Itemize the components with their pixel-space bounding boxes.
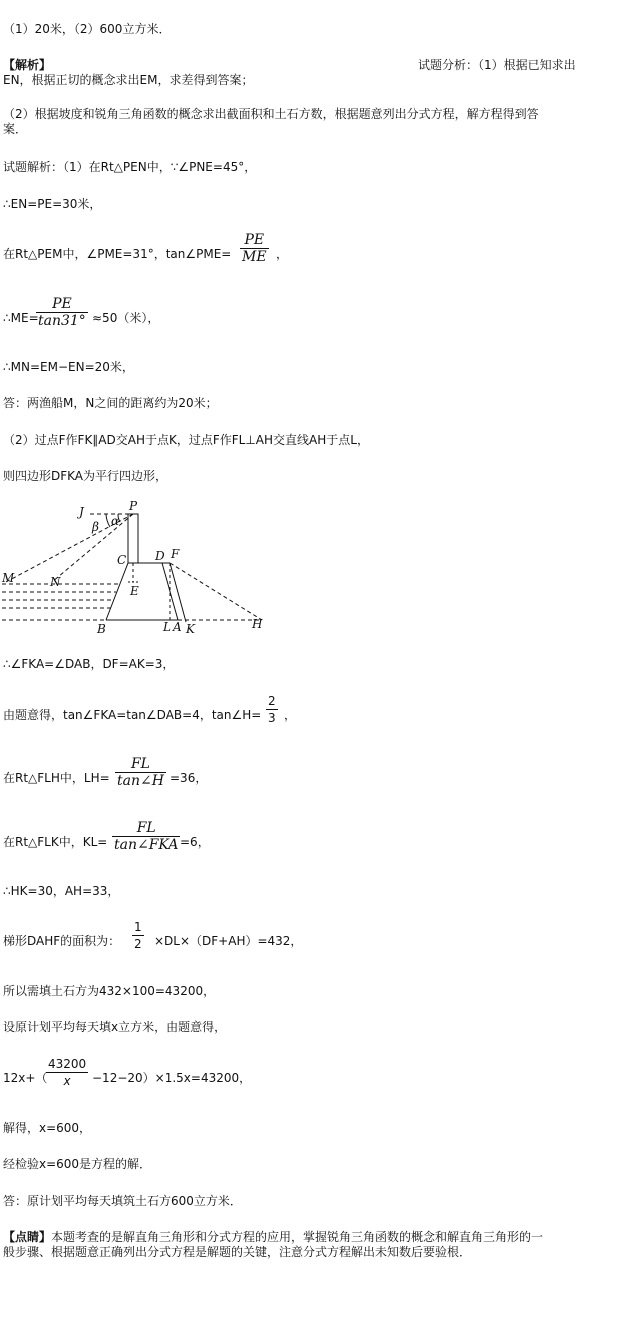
fraction-two-thirds bbox=[266, 693, 278, 726]
angle-beta-arc bbox=[106, 514, 110, 527]
label-b: B bbox=[97, 622, 106, 636]
fraction-denominator: 3 bbox=[268, 711, 276, 725]
fraction-denominator: tan∠H bbox=[117, 773, 164, 789]
fraction-pe-over-tan31 bbox=[36, 296, 88, 329]
fraction-fl-over-tan-h bbox=[115, 756, 166, 789]
comment-line-1 bbox=[3, 1230, 543, 1244]
fraction-43200-over-x bbox=[46, 1056, 88, 1089]
solution-line-7: （2）过点F作FK∥AD交AH于点K，过点F作FL⊥AH交直线AH于点L， bbox=[3, 433, 369, 447]
solution-line-14-pre: 梯形DAHF的面积为： bbox=[3, 934, 121, 948]
label-n: N bbox=[50, 575, 61, 589]
tower-pe bbox=[128, 514, 138, 563]
solution-line-6: 答：两渔船M，N之间的距离约为20米； bbox=[3, 396, 218, 410]
solution-line-18: 解得，x=600， bbox=[3, 1121, 92, 1135]
fraction-pe-over-me bbox=[240, 232, 269, 265]
solution-line-12-post: =6， bbox=[180, 835, 210, 849]
solution-line-16: 设原计划平均每天填x立方米，由题意得， bbox=[3, 1020, 227, 1034]
label-d: D bbox=[155, 549, 165, 563]
label-beta: β bbox=[92, 520, 99, 534]
solution-line-1: 试题解析：（1）在Rt△PEN中，∵∠PNE=45°， bbox=[3, 160, 257, 174]
answer-line: （1）20米，（2）600立方米． bbox=[3, 22, 171, 36]
solution-line-19: 经检验x=600是方程的解． bbox=[3, 1157, 152, 1171]
label-m: M bbox=[2, 571, 15, 585]
label-p: P bbox=[129, 499, 138, 513]
segment-fh bbox=[170, 563, 262, 620]
comment-line-2: 般步骤、根据题意正确列出分式方程是解题的关键，注意分式方程解出未知数后要验根． bbox=[3, 1245, 472, 1259]
label-h: H bbox=[252, 617, 263, 631]
analysis-right-note: 试题分析：（1）根据已知求出 bbox=[418, 58, 576, 72]
label-k: K bbox=[186, 622, 195, 636]
fraction-denominator: x bbox=[46, 1072, 88, 1089]
fraction-denominator: 2 bbox=[134, 937, 142, 951]
label-e: E bbox=[130, 584, 139, 598]
fraction-numerator: FL bbox=[136, 820, 156, 836]
solution-line-3-pre: 在Rt△PEM中，∠PME=31°，tan∠PME= bbox=[3, 247, 232, 261]
analysis-line-1: EN，根据正切的概念求出EM，求差得到答案； bbox=[3, 73, 254, 87]
label-alpha: α bbox=[111, 514, 120, 528]
label-j: J bbox=[79, 505, 84, 519]
fraction-denominator: ME bbox=[242, 249, 267, 265]
solution-line-15: 所以需填土石方为432×100=43200， bbox=[3, 984, 216, 998]
label-c: C bbox=[117, 553, 127, 567]
fraction-fl-over-tan-fka bbox=[112, 820, 180, 853]
solution-line-10-post: ， bbox=[284, 708, 297, 722]
solution-line-17-pre: 12x+（ bbox=[3, 1071, 48, 1085]
fraction-denominator: tan∠FKA bbox=[114, 837, 179, 853]
analysis-line-2b: 案． bbox=[3, 122, 28, 136]
fraction-numerator: 1 bbox=[134, 920, 142, 934]
fraction-numerator: 43200 bbox=[48, 1057, 87, 1071]
solution-line-14-post: ×DL×（DF+AH）=432， bbox=[154, 934, 303, 948]
solution-line-4-post: ≈50（米）， bbox=[92, 311, 160, 325]
label-l: L bbox=[163, 620, 171, 634]
solution-line-13: ∴HK=30，AH=33， bbox=[3, 884, 120, 898]
comment-text-1: 本题考查的是解直角三角形和分式方程的应用，掌握锐角三角函数的概念和解直角三角形的一 bbox=[51, 1230, 544, 1244]
solution-line-11-post: =36， bbox=[170, 771, 208, 785]
fraction-numerator: PE bbox=[244, 232, 265, 248]
solution-line-9: ∴∠FKA=∠DAB，DF=AK=3， bbox=[3, 657, 175, 671]
solution-line-3-post: ， bbox=[276, 247, 289, 261]
solution-line-12-pre: 在Rt△FLK中，KL= bbox=[3, 835, 108, 849]
geometry-figure bbox=[0, 498, 300, 640]
solution-line-4-pre: ∴ME= bbox=[3, 311, 39, 325]
fraction-numerator: FL bbox=[130, 756, 150, 772]
fraction-numerator: PE bbox=[52, 296, 72, 312]
dam-trapezoid bbox=[106, 563, 178, 620]
analysis-line-2a: （2）根据坡度和锐角三角函数的概念求出截面积和土石方数，根据题意列出分式方程，解方程得到答 bbox=[3, 107, 539, 121]
solution-line-10-pre: 由题意得，tan∠FKA=tan∠DAB=4，tan∠H= bbox=[3, 708, 262, 722]
fraction-one-half bbox=[132, 919, 144, 952]
solution-line-8: 则四边形DFKA为平行四边形， bbox=[3, 469, 168, 483]
label-a: A bbox=[173, 620, 182, 634]
solution-line-2: ∴EN=PE=30米， bbox=[3, 197, 102, 211]
solution-line-5: ∴MN=EM−EN=20米， bbox=[3, 360, 134, 374]
solution-line-20: 答：原计划平均每天填筑土石方600立方米． bbox=[3, 1194, 242, 1208]
comment-heading: 【点睛】 bbox=[3, 1230, 52, 1244]
fraction-denominator: tan31° bbox=[38, 313, 86, 329]
solution-line-11-pre: 在Rt△FLH中，LH= bbox=[3, 771, 110, 785]
analysis-heading: 【解析】 bbox=[3, 58, 52, 72]
label-f: F bbox=[171, 547, 180, 561]
solution-line-17-post: −12−20）×1.5x=43200， bbox=[92, 1071, 252, 1085]
fraction-numerator: 2 bbox=[268, 694, 276, 708]
